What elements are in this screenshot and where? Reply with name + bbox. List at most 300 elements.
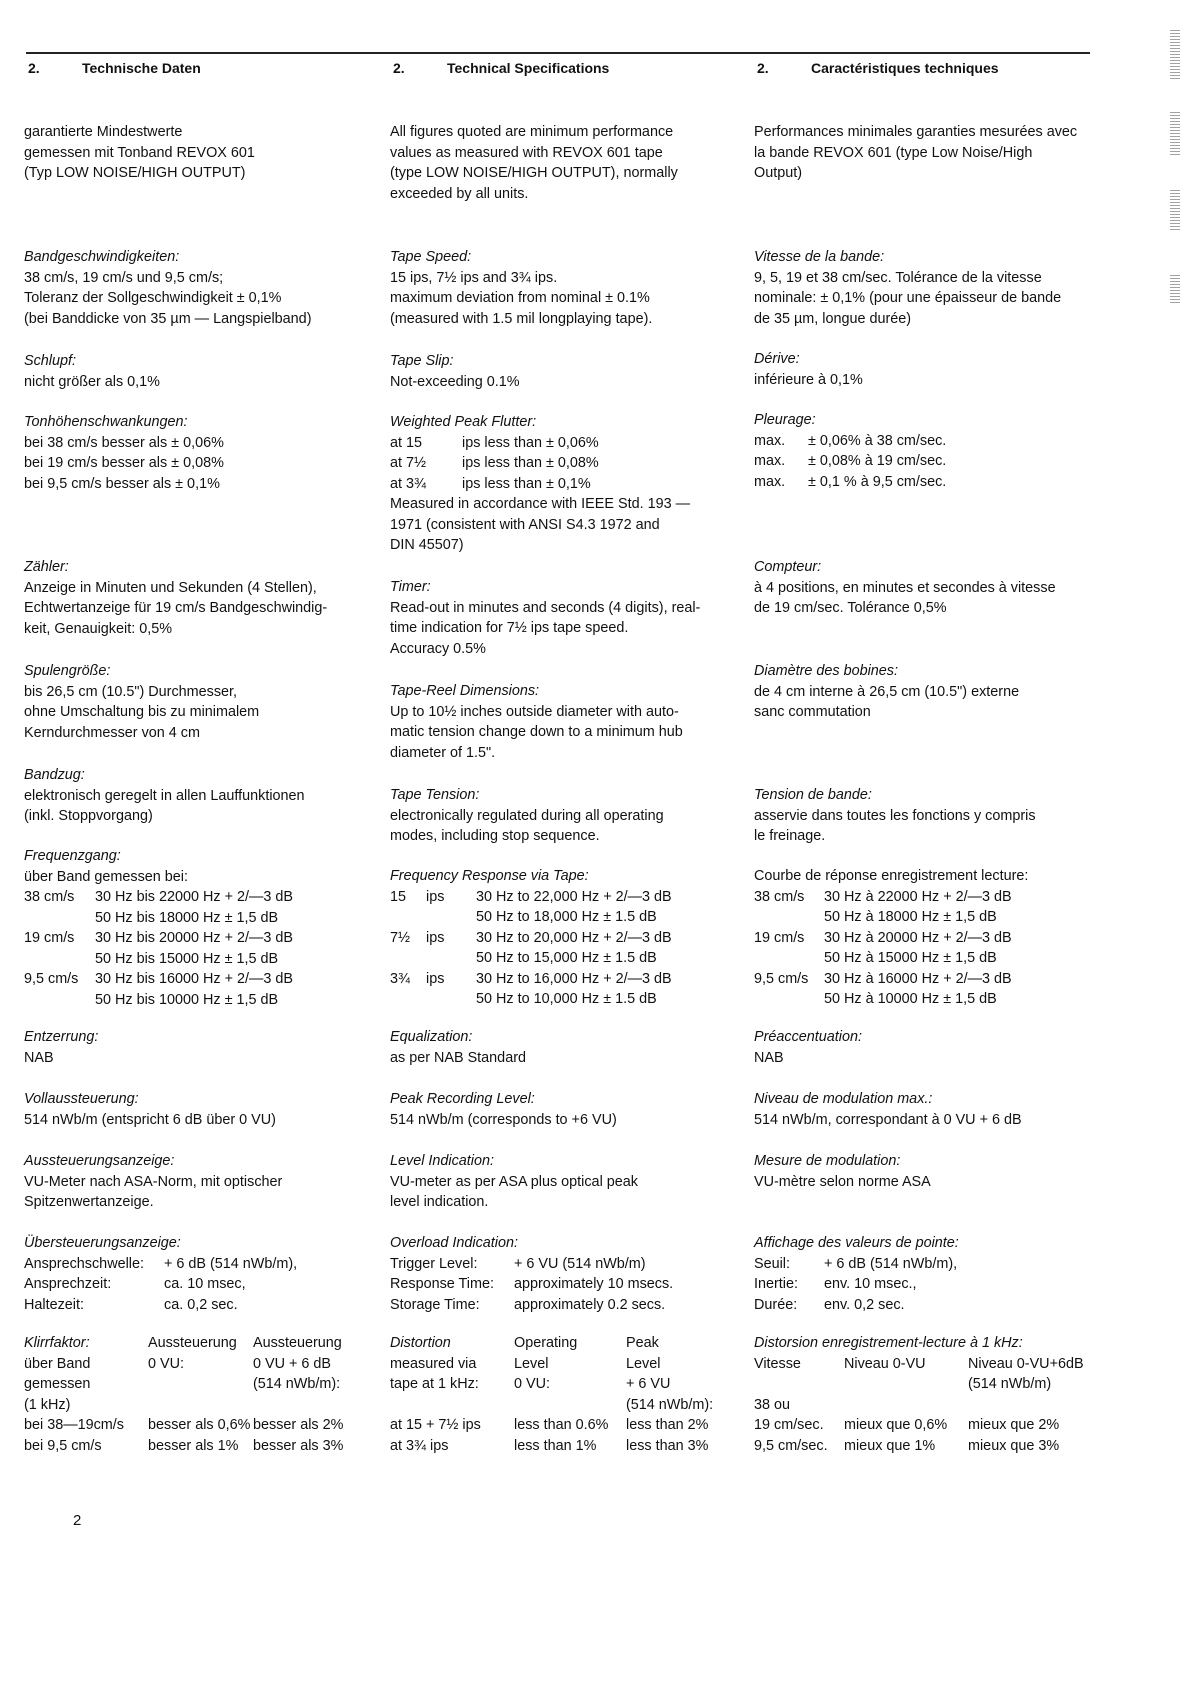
- spec-title: Dérive:: [754, 351, 800, 367]
- spec-row: [24, 887, 354, 908]
- intro-block: [754, 122, 1077, 184]
- spec-cell: ips: [426, 888, 445, 905]
- text-line: 9, 5, 19 et 38 cm/sec. Tolérance de la vitesse: [754, 269, 1042, 286]
- spec-title: Frequency Response via Tape:: [390, 868, 589, 884]
- spec-row: [390, 969, 720, 990]
- spec-cell: 9,5 cm/s: [754, 970, 809, 987]
- spec-row: [754, 989, 1084, 1010]
- spec-cell: ± 0,08% à 19 cm/sec.: [808, 453, 947, 469]
- spec-title: Aussteuerungsanzeige:: [24, 1153, 175, 1169]
- spec-row: [754, 948, 1084, 969]
- text-line: as per NAB Standard: [390, 1049, 526, 1066]
- spec-cell: 38 ou: [754, 1396, 791, 1413]
- spec-cell: measured via: [390, 1355, 477, 1372]
- spec-title: Tape Tension:: [390, 787, 480, 803]
- spec-cell: Ansprechzeit:: [24, 1276, 112, 1292]
- spec-cell: env. 10 msec.,: [824, 1276, 917, 1292]
- text-line: asservie dans toutes les fonctions y compris: [754, 807, 1036, 824]
- indication-block: [24, 1151, 282, 1213]
- spec-row: [390, 1374, 720, 1395]
- level-block: [754, 1089, 1022, 1130]
- spec-cell: less than 3%: [626, 1437, 709, 1454]
- tension-block: [754, 785, 1036, 847]
- spec-row: [754, 1436, 1084, 1457]
- spec-row: [24, 949, 354, 970]
- spec-row: [754, 1254, 1084, 1275]
- flutter-block: [754, 410, 1084, 492]
- spec-row: [390, 1436, 720, 1457]
- text-line: Echtwertanzeige für 19 cm/s Bandgeschwindig-: [24, 600, 328, 616]
- text-line: (measured with 1.5 mil longplaying tape).: [390, 310, 653, 327]
- spec-row: [390, 1395, 720, 1416]
- slip-block: [24, 351, 160, 392]
- spec-cell: Distortion: [390, 1335, 451, 1351]
- text-line: VU-mètre selon norme ASA: [754, 1173, 931, 1190]
- text-line: (Typ LOW NOISE/HIGH OUTPUT): [24, 165, 246, 181]
- text-line: bis 26,5 cm (10.5") Durchmesser,: [24, 683, 238, 700]
- text-line: de 4 cm interne à 26,5 cm (10.5") externe: [754, 683, 1020, 700]
- spec-cell: tape at 1 kHz:: [390, 1376, 479, 1392]
- spec-cell: 38 cm/s: [754, 888, 805, 905]
- spec-title: Peak Recording Level:: [390, 1091, 535, 1107]
- spec-row: [24, 1254, 354, 1275]
- spec-cell: 30 Hz bis 16000 Hz + 2/—3 dB: [95, 971, 293, 987]
- text-line: sanc commutation: [754, 704, 871, 720]
- text-line: bei 9,5 cm/s besser als ± 0,1%: [24, 475, 220, 492]
- section-number: 2.: [28, 60, 40, 76]
- spec-cell: 50 Hz bis 10000 Hz ± 1,5 dB: [95, 991, 279, 1008]
- text-line: matic tension change down to a minimum hub: [390, 724, 683, 740]
- text-line: Performances minimales garanties mesurées avec: [754, 124, 1078, 140]
- spec-row: [754, 1354, 1084, 1375]
- spec-row: [390, 887, 720, 908]
- spec-cell: Trigger Level:: [390, 1255, 478, 1272]
- spec-title: Frequenzgang:: [24, 848, 121, 864]
- spec-cell: Operating: [514, 1335, 578, 1351]
- tension-block: [24, 765, 305, 827]
- spec-cell: Durée:: [754, 1296, 798, 1313]
- spec-row: [24, 1415, 354, 1436]
- spec-row: [754, 451, 1084, 472]
- spec-cell: at 15 + 7½ ips: [390, 1417, 481, 1433]
- spec-cell: 38 cm/s: [24, 889, 75, 905]
- text-line: 15 ips, 7½ ips and 3¾ ips.: [390, 269, 558, 286]
- spec-row: [24, 990, 354, 1011]
- scan-edge-artifact: [1170, 30, 1180, 80]
- text-line: keit, Genauigkeit: 0,5%: [24, 620, 172, 637]
- spec-title: Distorsion enregistrement-lecture à 1 kHz:: [754, 1335, 1023, 1351]
- spec-cell: max.: [754, 473, 786, 490]
- spec-row: [24, 1295, 354, 1316]
- page-number: 2: [73, 1512, 82, 1529]
- spec-row: [390, 928, 720, 949]
- spec-cell: 50 Hz à 10000 Hz ± 1,5 dB: [824, 991, 997, 1007]
- spec-cell: 50 Hz bis 18000 Hz ± 1,5 dB: [95, 909, 279, 926]
- flutter-block: [24, 412, 224, 494]
- text-line: Up to 10½ inches outside diameter with auto-: [390, 703, 679, 720]
- text-line: 514 nWb/m (entspricht 6 dB über 0 VU): [24, 1111, 276, 1128]
- text-line: exceeded by all units.: [390, 185, 529, 202]
- spec-cell: 30 Hz bis 22000 Hz + 2/—3 dB: [95, 889, 293, 905]
- spec-cell: (514 nWb/m):: [253, 1376, 341, 1392]
- spec-title: Level Indication:: [390, 1153, 495, 1169]
- spec-row: [24, 1374, 354, 1395]
- section-header: [393, 60, 609, 76]
- text-line: VU-Meter nach ASA-Norm, mit optischer: [24, 1173, 283, 1190]
- indication-block: [754, 1151, 931, 1192]
- text-line: Spitzenwertanzeige.: [24, 1194, 154, 1210]
- spec-row: [754, 969, 1084, 990]
- text-line: time indication for 7½ ips tape speed.: [390, 620, 629, 636]
- spec-cell: gemessen: [24, 1376, 91, 1392]
- reel-block: [754, 661, 1019, 723]
- spec-title: Tonhöhenschwankungen:: [24, 414, 188, 430]
- text-line: diameter of 1.5".: [390, 744, 496, 761]
- spec-title: Zähler:: [24, 559, 69, 575]
- spec-row: [754, 1395, 1084, 1416]
- spec-row: [754, 1374, 1084, 1395]
- spec-cell: Klirrfaktor:: [24, 1335, 90, 1351]
- spec-cell: bei 38—19cm/s: [24, 1417, 124, 1433]
- overload-block: [24, 1233, 354, 1315]
- spec-cell: ± 0,1 % à 9,5 cm/sec.: [808, 473, 947, 490]
- spec-cell: Niveau 0-VU+6dB: [968, 1355, 1084, 1372]
- text-line: VU-meter as per ASA plus optical peak: [390, 1173, 638, 1190]
- spec-cell: Aussteuerung: [148, 1335, 237, 1351]
- spec-title: Overload Indication:: [390, 1235, 518, 1251]
- spec-cell: approximately 10 msecs.: [514, 1276, 674, 1292]
- spec-cell: 7½: [390, 929, 411, 946]
- spec-row: [390, 1354, 720, 1375]
- spec-cell: ca. 0,2 sec.: [164, 1296, 238, 1313]
- freq-block: [390, 866, 720, 1010]
- spec-cell: 0 VU + 6 dB: [253, 1355, 331, 1372]
- spec-cell: + 6 dB (514 nWb/m),: [824, 1255, 958, 1272]
- spec-title: Mesure de modulation:: [754, 1153, 901, 1169]
- reel-block: [390, 681, 683, 763]
- spec-row: [24, 1354, 354, 1375]
- text-line: bei 38 cm/s besser als ± 0,06%: [24, 434, 224, 451]
- spec-cell: + 6 dB (514 nWb/m),: [164, 1255, 298, 1272]
- section-number: 2.: [393, 60, 405, 76]
- spec-cell: 50 Hz à 18000 Hz ± 1,5 dB: [824, 909, 997, 925]
- spec-row: [24, 969, 354, 990]
- level-block: [24, 1089, 276, 1130]
- spec-cell: (514 nWb/m): [968, 1376, 1052, 1392]
- spec-row: [24, 1395, 354, 1416]
- spec-row: [390, 948, 720, 969]
- spec-cell: mieux que 2%: [968, 1417, 1060, 1433]
- spec-title: Diamètre des bobines:: [754, 663, 898, 679]
- text-line: All figures quoted are minimum performance: [390, 124, 674, 140]
- spec-title: Tension de bande:: [754, 787, 872, 803]
- spec-row: [754, 431, 1084, 452]
- text-line: (inkl. Stoppvorgang): [24, 808, 153, 824]
- spec-cell: (514 nWb/m):: [626, 1396, 714, 1413]
- spec-cell: 0 VU:: [514, 1376, 550, 1392]
- spec-title: Übersteuerungsanzeige:: [24, 1235, 181, 1251]
- spec-title: Tape Speed:: [390, 249, 472, 265]
- text-line: (type LOW NOISE/HIGH OUTPUT), normally: [390, 165, 678, 181]
- counter-block: [390, 577, 700, 659]
- spec-cell: Inertie:: [754, 1276, 798, 1292]
- overload-block: [754, 1233, 1084, 1315]
- spec-cell: less than 1%: [514, 1437, 597, 1454]
- spec-cell: 30 Hz to 20,000 Hz + 2/—3 dB: [476, 929, 672, 946]
- spec-cell: 0 VU:: [148, 1355, 184, 1372]
- spec-cell: (1 kHz): [24, 1396, 71, 1413]
- counter-block: [24, 557, 327, 639]
- spec-cell: 50 Hz to 10,000 Hz ± 1.5 dB: [476, 991, 657, 1007]
- freq-block: [24, 846, 354, 1010]
- section-title: Caractéristiques techniques: [811, 60, 999, 76]
- text-line: Not-exceeding 0.1%: [390, 373, 520, 390]
- spec-cell: 9,5 cm/sec.: [754, 1437, 828, 1454]
- text-line: Anzeige in Minuten und Sekunden (4 Stellen),: [24, 579, 317, 596]
- spec-cell: besser als 3%: [253, 1437, 344, 1454]
- spec-cell: 30 Hz à 20000 Hz + 2/—3 dB: [824, 929, 1012, 946]
- spec-cell: Niveau 0-VU: [844, 1355, 926, 1372]
- spec-title: Timer:: [390, 579, 431, 595]
- scan-edge-artifact: [1170, 112, 1180, 157]
- scan-edge-artifact: [1170, 190, 1180, 230]
- spec-title: Niveau de modulation max.:: [754, 1091, 933, 1107]
- spec-cell: ips: [426, 970, 445, 987]
- text-line: 514 nWb/m (corresponds to +6 VU): [390, 1111, 617, 1128]
- spec-row: [390, 453, 720, 474]
- text-line: Measured in accordance with IEEE Std. 193 —: [390, 496, 690, 512]
- distortion-block: [390, 1333, 720, 1456]
- text-line: nicht größer als 0,1%: [24, 373, 160, 390]
- spec-cell: max.: [754, 453, 786, 469]
- spec-cell: at 15: [390, 434, 423, 451]
- spec-row: [390, 1254, 720, 1275]
- spec-row: [24, 908, 354, 929]
- counter-block: [754, 557, 1056, 619]
- speed-block: [24, 247, 311, 329]
- spec-row: [390, 433, 720, 454]
- section-header: [28, 60, 201, 76]
- spec-row: [24, 928, 354, 949]
- eq-block: [390, 1027, 526, 1068]
- spec-row: [24, 1333, 354, 1354]
- text-line: electronically regulated during all operating: [390, 807, 664, 824]
- spec-row: [390, 1295, 720, 1316]
- text-line: level indication.: [390, 1194, 489, 1210]
- spec-title: Vollaussteuerung:: [24, 1091, 139, 1107]
- spec-row: [754, 928, 1084, 949]
- spec-row: [390, 1415, 720, 1436]
- spec-cell: 30 Hz à 16000 Hz + 2/—3 dB: [824, 970, 1012, 987]
- spec-cell: 50 Hz to 18,000 Hz ± 1.5 dB: [476, 909, 657, 925]
- spec-cell: 19 cm/s: [24, 930, 75, 946]
- spec-cell: mieux que 3%: [968, 1437, 1060, 1454]
- speed-block: [390, 247, 652, 329]
- text-line: de 19 cm/sec. Tolérance 0,5%: [754, 600, 947, 616]
- text-line: ohne Umschaltung bis zu minimalem: [24, 704, 260, 720]
- tension-block: [390, 785, 664, 847]
- text-line: le freinage.: [754, 828, 826, 844]
- spec-cell: env. 0,2 sec.: [824, 1296, 905, 1313]
- spec-cell: ips less than ± 0,06%: [462, 434, 599, 451]
- spec-row: [390, 474, 720, 495]
- spec-row: [24, 1436, 354, 1457]
- spec-cell: Peak: [626, 1335, 659, 1351]
- spec-cell: ca. 10 msec,: [164, 1276, 246, 1292]
- reel-block: [24, 661, 259, 743]
- spec-title: Pleurage:: [754, 412, 816, 428]
- spec-cell: 30 Hz to 16,000 Hz + 2/—3 dB: [476, 970, 672, 987]
- section-number: 2.: [757, 60, 769, 76]
- spec-cell: Level: [626, 1355, 661, 1372]
- section-title: Technische Daten: [82, 60, 201, 76]
- overload-block: [390, 1233, 720, 1315]
- spec-cell: 30 Hz à 22000 Hz + 2/—3 dB: [824, 888, 1012, 905]
- spec-cell: 15: [390, 888, 407, 905]
- text-line: nominale: ± 0,1% (pour une épaisseur de bande: [754, 290, 1062, 306]
- spec-title: Compteur:: [754, 559, 822, 575]
- spec-row: [754, 472, 1084, 493]
- spec-cell: at 7½: [390, 455, 427, 471]
- text-line: DIN 45507): [390, 537, 464, 553]
- text-line: 1971 (consistent with ANSI S4.3 1972 and: [390, 516, 660, 533]
- slip-block: [754, 349, 863, 390]
- spec-cell: bei 9,5 cm/s: [24, 1437, 102, 1454]
- spec-cell: 50 Hz bis 15000 Hz ± 1,5 dB: [95, 950, 279, 967]
- spec-row: [754, 887, 1084, 908]
- spec-cell: ± 0,06% à 38 cm/sec.: [808, 432, 947, 449]
- spec-row: [390, 1274, 720, 1295]
- scan-edge-artifact: [1170, 275, 1180, 305]
- text-line: Read-out in minutes and seconds (4 digits), real-: [390, 599, 701, 616]
- spec-cell: 50 Hz to 15,000 Hz ± 1.5 dB: [476, 950, 657, 966]
- spec-title: Tape Slip:: [390, 353, 454, 369]
- text-line: elektronisch geregelt in allen Lauffunktionen: [24, 787, 305, 804]
- spec-cell: less than 2%: [626, 1417, 709, 1433]
- eq-block: [754, 1027, 862, 1068]
- spec-title: Affichage des valeurs de pointe:: [754, 1235, 959, 1251]
- spec-cell: Ansprechschwelle:: [24, 1255, 144, 1272]
- text-line: Output): [754, 165, 802, 181]
- spec-cell: Aussteuerung: [253, 1335, 342, 1351]
- spec-title: Vitesse de la bande:: [754, 249, 885, 265]
- intro-block: [390, 122, 678, 204]
- text-line: Accuracy 0.5%: [390, 640, 486, 657]
- spec-cell: 19 cm/sec.: [754, 1417, 824, 1433]
- header-rule: [26, 52, 1090, 54]
- spec-row: [754, 1415, 1084, 1436]
- spec-cell: Seuil:: [754, 1255, 790, 1272]
- flutter-block: [390, 412, 720, 556]
- spec-cell: besser als 2%: [253, 1417, 344, 1433]
- spec-title: Entzerrung:: [24, 1029, 99, 1045]
- spec-cell: 19 cm/s: [754, 929, 805, 946]
- spec-row: [390, 907, 720, 928]
- spec-title: Weighted Peak Flutter:: [390, 414, 537, 430]
- spec-cell: ips less than ± 0,08%: [462, 455, 599, 471]
- spec-cell: at 3¾: [390, 475, 427, 492]
- spec-title: Préaccentuation:: [754, 1029, 863, 1045]
- text-line: modes, including stop sequence.: [390, 828, 600, 844]
- text-line: values as measured with REVOX 601 tape: [390, 144, 663, 161]
- spec-cell: at 3¾ ips: [390, 1437, 449, 1454]
- spec-row: [754, 1295, 1084, 1316]
- spec-cell: + 6 VU (514 nWb/m): [514, 1255, 646, 1272]
- text-line: de 35 µm, longue durée): [754, 310, 912, 327]
- spec-cell: Level: [514, 1355, 549, 1372]
- spec-cell: über Band: [24, 1355, 91, 1372]
- level-block: [390, 1089, 617, 1130]
- text-line: à 4 positions, en minutes et secondes à vitesse: [754, 579, 1056, 596]
- spec-row: [754, 907, 1084, 928]
- spec-cell: ips: [426, 929, 445, 946]
- indication-block: [390, 1151, 638, 1213]
- spec-cell: 30 Hz bis 20000 Hz + 2/—3 dB: [95, 930, 293, 946]
- spec-cell: Storage Time:: [390, 1296, 480, 1313]
- section-header: [757, 60, 999, 76]
- distortion-block: [24, 1333, 354, 1456]
- intro-block: [24, 122, 255, 184]
- spec-cell: approximately 0.2 secs.: [514, 1296, 666, 1313]
- spec-cell: mieux que 1%: [844, 1437, 936, 1454]
- spec-row: [754, 1274, 1084, 1295]
- spec-title: Equalization:: [390, 1029, 473, 1045]
- slip-block: [390, 351, 520, 392]
- spec-row: [390, 1333, 720, 1354]
- spec-cell: mieux que 0,6%: [844, 1417, 948, 1433]
- spec-cell: besser als 1%: [148, 1437, 239, 1454]
- spec-cell: besser als 0,6%: [148, 1417, 251, 1433]
- spec-cell: max.: [754, 432, 786, 449]
- text-line: NAB: [24, 1049, 54, 1066]
- spec-cell: 3¾: [390, 970, 411, 987]
- spec-cell: + 6 VU: [626, 1376, 671, 1392]
- text-line: inférieure à 0,1%: [754, 371, 863, 388]
- spec-cell: 30 Hz to 22,000 Hz + 2/—3 dB: [476, 888, 672, 905]
- text-line: (bei Banddicke von 35 µm — Langspielband): [24, 310, 312, 327]
- text-line: 514 nWb/m, correspondant à 0 VU + 6 dB: [754, 1111, 1022, 1128]
- spec-cell: ips less than ± 0,1%: [462, 475, 591, 492]
- spec-subtitle: Courbe de réponse enregistrement lecture:: [754, 868, 1029, 884]
- spec-title: Tape-Reel Dimensions:: [390, 683, 540, 699]
- text-line: 38 cm/s, 19 cm/s und 9,5 cm/s;: [24, 269, 224, 286]
- spec-title: Spulengröße:: [24, 663, 111, 679]
- text-line: Kerndurchmesser von 4 cm: [24, 724, 200, 741]
- spec-cell: less than 0.6%: [514, 1417, 609, 1433]
- spec-cell: 9,5 cm/s: [24, 971, 79, 987]
- text-line: maximum deviation from nominal ± 0.1%: [390, 290, 650, 306]
- distortion-block: [754, 1333, 1084, 1456]
- spec-row: [390, 989, 720, 1010]
- spec-cell: Haltezeit:: [24, 1296, 84, 1313]
- text-line: la bande REVOX 601 (type Low Noise/High: [754, 144, 1033, 161]
- spec-cell: Response Time:: [390, 1276, 494, 1292]
- spec-row: [24, 1274, 354, 1295]
- spec-title: Bandzug:: [24, 767, 85, 783]
- eq-block: [24, 1027, 98, 1068]
- spec-subtitle: über Band gemessen bei:: [24, 868, 189, 885]
- text-line: bei 19 cm/s besser als ± 0,08%: [24, 455, 224, 471]
- spec-title: Bandgeschwindigkeiten:: [24, 249, 180, 265]
- text-line: NAB: [754, 1049, 784, 1066]
- freq-block: [754, 866, 1084, 1010]
- section-title: Technical Specifications: [447, 60, 610, 76]
- spec-cell: 50 Hz à 15000 Hz ± 1,5 dB: [824, 950, 997, 966]
- text-line: garantierte Mindestwerte: [24, 124, 183, 140]
- text-line: gemessen mit Tonband REVOX 601: [24, 144, 255, 161]
- text-line: Toleranz der Sollgeschwindigkeit ± 0,1%: [24, 290, 282, 306]
- speed-block: [754, 247, 1061, 329]
